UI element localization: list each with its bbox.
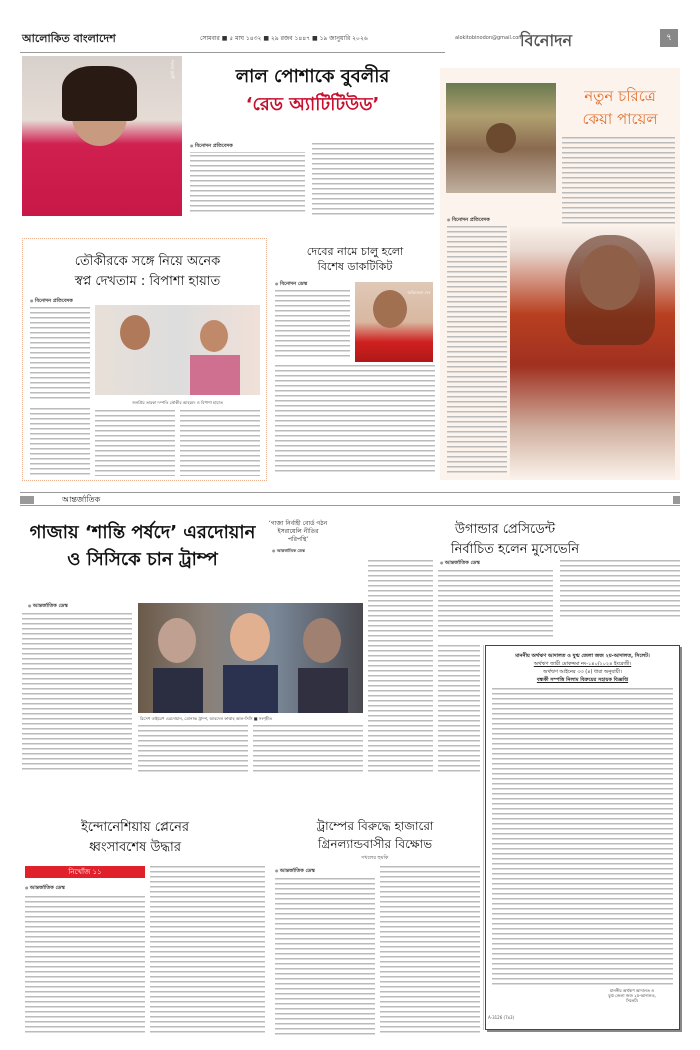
bipasha-body-col2 [95, 410, 175, 476]
dev-headline-2[interactable]: বিশেষ ডাকটিকিট [317, 260, 393, 273]
indonesia-tag: নিখোঁজ ১১ [25, 866, 145, 878]
keya-still-photo [446, 83, 556, 193]
bubly-headline-1[interactable]: লাল পোশাকে বুবলীর [235, 66, 390, 87]
indonesia-byline: ● আন্তর্জাতিক ডেস্ক [25, 885, 65, 893]
gaza-leaders-photo [138, 603, 363, 713]
notice-ref: A-3126 (7x3) [488, 1015, 515, 1020]
bipasha-body-col1 [30, 307, 90, 402]
gaza-byline: ● আন্তর্জাতিক ডেস্ক [28, 603, 68, 611]
legal-notice [485, 645, 680, 1030]
section-marker [20, 496, 34, 504]
indonesia-headline-1[interactable]: ইন্দোনেশিয়ায় প্লেনের [80, 820, 190, 835]
notice-line-1: মাননীয় অর্থঋণ আদালত ও যুগ্ম জেলা জজ ২য়-আদালত, সিলেট। [515, 653, 650, 659]
page-number: ৭ [660, 29, 678, 47]
gaza-body-col3 [253, 725, 363, 773]
notice-footer-3: সিলেট। [626, 998, 638, 1003]
dev-photo-caption: অভিনেতা দেব [407, 290, 431, 295]
greenland-body-col2 [380, 866, 480, 1036]
bubly-photo [22, 56, 182, 216]
face-shape [373, 290, 407, 328]
face-shape [230, 613, 270, 661]
greenland-byline: ● আন্তর্জাতিক ডেস্ক [275, 868, 315, 876]
notice-line-2: অর্থঋণ জারী মোকদ্দমা নং-১৪০/২০২৪ ইংরেজী। [533, 661, 632, 667]
gaza-headline-2[interactable]: ও সিসিকে চান ট্রাম্প [67, 549, 218, 570]
paper-logo[interactable]: আলোকিত বাংলাদেশ [22, 32, 116, 45]
masthead-rule [20, 52, 445, 53]
suit-shape [223, 665, 278, 713]
divider [190, 152, 305, 153]
dev-byline: ● বিনোদন ডেস্ক [275, 281, 307, 289]
greenland-subhead: দখলের হুমকি [361, 855, 389, 861]
greenland-headline-2[interactable]: গ্রিনল্যান্ডবাসীর বিক্ষোভ [317, 837, 433, 851]
greenland-body-col1 [275, 878, 375, 1036]
uganda-byline: ● আন্তর্জাতিক ডেস্ক [440, 560, 480, 568]
column-rule [483, 645, 484, 1030]
gaza-photo-caption: রিসেপ তাইয়েপ এরদোয়ান, ডোনাল্ড ট্রাম্প, আবদেল ফাত্তাহ আল-সিসি ■ সংগৃহীত [140, 716, 273, 721]
face-shape [120, 315, 150, 350]
gaza-side-body [368, 560, 433, 775]
dev-headline-1[interactable]: দেবের নামে চালু হলো [306, 245, 404, 258]
keya-byline: ● বিনোদন প্রতিবেদক [447, 217, 490, 225]
bipasha-body-col3 [180, 410, 260, 476]
notice-line-3: অর্থঋণ আইনের ৩৩ (৪) ধারা অনুযায়ী। [543, 669, 622, 675]
gaza-body-col1 [22, 613, 132, 773]
face-shape [200, 320, 228, 352]
bipasha-headline-2[interactable]: স্বপ্ন দেখতাম : বিপাশা হায়াত [74, 274, 221, 289]
section-marker [673, 496, 680, 504]
notice-footer-2: যুগ্ম জেলা জজ ২য়-আদালত, [608, 993, 656, 998]
bipasha-body-col1b [30, 408, 90, 476]
bipasha-headline-1[interactable]: তৌকীরকে সঙ্গে নিয়ে অনেক [74, 254, 221, 269]
bipasha-byline: ● বিনোদন প্রতিবেদক [30, 298, 73, 306]
suit-shape [153, 668, 203, 713]
bubly-body-col1 [190, 155, 305, 215]
hair-shape [62, 66, 137, 121]
keya-body-left [447, 226, 507, 476]
face-shape [303, 618, 341, 663]
suit-shape [298, 668, 348, 713]
face-shape [486, 123, 516, 153]
dress-shape [190, 355, 240, 395]
masthead [0, 28, 700, 50]
gaza-headline-1[interactable]: গাজায় ‘শান্তি পর্ষদে’ এরদোয়ান [29, 522, 256, 543]
keya-headline-1[interactable]: নতুন চরিত্রে [584, 87, 656, 105]
section-logo: বিনোদন [520, 31, 573, 50]
section-label: আন্তর্জাতিক [62, 495, 101, 504]
indonesia-body-col2 [150, 866, 265, 1036]
keya-portrait-photo [510, 225, 675, 480]
gaza-body-col2 [138, 725, 248, 773]
bubly-byline: ● বিনোদন প্রতিবেদক [190, 143, 233, 151]
uganda-body-continued [438, 645, 480, 775]
contact-email[interactable]: alokitobinodon@gmail.com [455, 35, 524, 41]
bubly-photo-caption: শবনম বুবলী [170, 60, 175, 80]
indonesia-body-col1 [25, 896, 145, 1036]
section-bar [20, 492, 680, 506]
greenland-headline-1[interactable]: ট্রাম্পের বিরুদ্ধে হাজারো [316, 819, 434, 833]
dev-body-col1 [275, 290, 350, 360]
bubly-headline-2[interactable]: ‘রেড অ্যাটিটিউড’ [245, 94, 380, 115]
gaza-side-byline: ● আন্তর্জাতিক ডেস্ক [272, 548, 305, 555]
bubly-body-col2 [312, 143, 434, 215]
notice-body [492, 688, 673, 988]
uganda-body-col1 [438, 570, 553, 640]
bipasha-photo [95, 305, 260, 395]
dateline: সোমবার ■ ৫ মাঘ ১৪৩২ ■ ২৯ রজব ১৪৪৭ ■ ১৯ জানুয়ারি ২০২৬ [200, 35, 368, 42]
indonesia-headline-2[interactable]: ধ্বংসাবশেষ উদ্ধার [89, 840, 181, 855]
dev-body-bottom [275, 365, 435, 475]
keya-headline-2[interactable]: কেয়া পায়েল [582, 110, 658, 128]
gaza-side-headline[interactable]: ‘গাজা নির্বাহী বোর্ড গঠন ইসরায়েলি নীতির পরিপন্থি’ [268, 520, 328, 543]
notice-footer-1: মাননীয় অর্থঋণ আদালত ও [609, 988, 655, 993]
hair-shape [565, 235, 655, 345]
bipasha-photo-caption: জনপ্রিয় তারকা দম্পতি তৌকীর আহমেদ ও বিপাশা হায়াত [132, 400, 223, 405]
uganda-headline-2[interactable]: নির্বাচিত হলেন মুসেভেনি [450, 542, 580, 557]
uganda-body-col2 [560, 560, 680, 620]
uganda-headline-1[interactable]: উগান্ডার প্রেসিডেন্ট [454, 522, 556, 537]
notice-line-4: বন্ধকী সম্পত্তি নিলাম বিক্রয়ের সহায়ক বিজ্ঞপ্তি [536, 677, 629, 683]
face-shape [158, 618, 196, 663]
